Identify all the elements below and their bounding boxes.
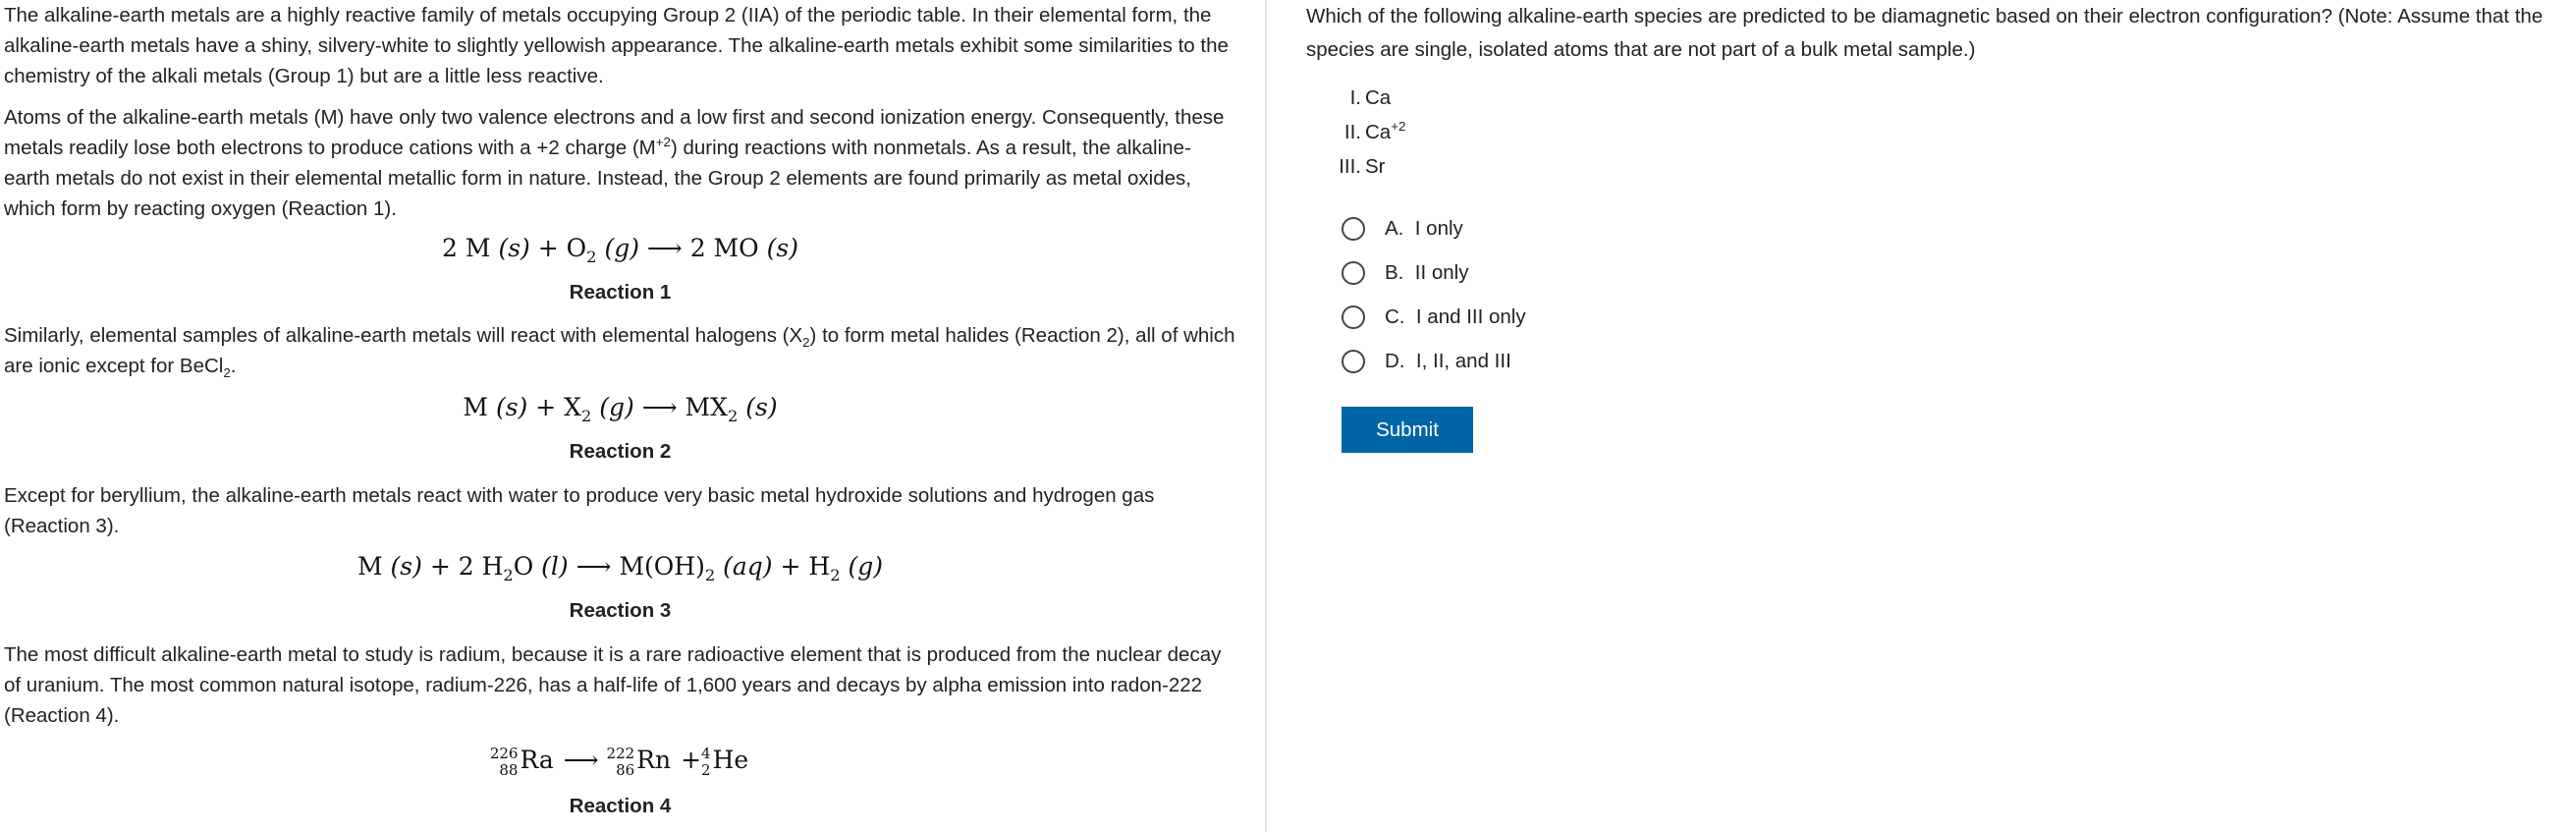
r3-state-3: (aq) [723, 552, 773, 581]
question-text: Which of the following alkaline-earth species are predicted to be diamagnetic based on their electron configuration? (Note: Assume that the species are single, isolated atoms that are not part of a bulk metal sample.) [1306, 5, 2544, 61]
r4-radon-mass: 222 [606, 744, 635, 762]
radio-button[interactable] [1342, 261, 1365, 285]
r3-state-1: (s) [390, 552, 422, 581]
r2-product-subscript: 2 [727, 407, 739, 425]
paragraph-3-text-a: Similarly, elemental samples of alkaline-earth metals will react with elemental halogens (X [4, 324, 803, 347]
choice-a[interactable] [1342, 206, 1526, 250]
statement-number: I. [1349, 86, 1361, 109]
statement-species: Sr [1365, 155, 1386, 178]
r1-state-2: (g) [604, 234, 639, 262]
passage-paragraph-2 [4, 102, 1236, 224]
r2-metal: M [463, 393, 489, 421]
statement-number: II. [1343, 121, 1361, 143]
statement-list [1334, 81, 1405, 184]
paragraph-3-text-c: . [230, 355, 237, 377]
reaction-3-equation [4, 549, 1236, 584]
reaction-2-equation [4, 390, 1236, 425]
r2-state-2: (g) [599, 393, 634, 421]
passage-panel [4, 0, 1236, 832]
submit-button[interactable]: Submit [1342, 407, 1473, 453]
choice-text: II only [1414, 260, 1469, 284]
r4-radium [490, 743, 554, 779]
choice-letter: A. [1385, 216, 1404, 240]
r4-radon-numbers [607, 746, 635, 779]
r3-metal: M [356, 552, 383, 581]
r4-radon [607, 743, 672, 779]
passage-paragraph-5: The most difficult alkaline-earth metal to study is radium, because it is a rare radioactive element that is produced from the nuclear decay of uranium. The most common natural isotope, radium-226, has a half-life of 1,600 years and decays by alpha emission into radon-222 (Reaction 4). [4, 643, 1222, 727]
paragraph-3-sub-1: 2 [802, 335, 810, 351]
statement-item [1334, 115, 1405, 149]
r4-helium-numbers [701, 746, 711, 779]
reaction-3-label: Reaction 3 [569, 599, 672, 622]
r4-helium-mass: 4 [701, 744, 711, 762]
r4-radon-symbol: Rn [636, 746, 672, 774]
r3-hydrogen-symbol: H [808, 552, 831, 581]
statement-number: III. [1339, 155, 1361, 178]
r3-state-4: (g) [848, 552, 884, 581]
statement-item [1334, 81, 1405, 115]
r4-radium-numbers [490, 746, 519, 779]
radio-button[interactable] [1342, 305, 1365, 329]
r1-oxygen-subscript: 2 [586, 248, 597, 266]
radio-button[interactable] [1342, 217, 1365, 241]
r4-radon-atomic-number: 86 [616, 760, 635, 779]
r4-helium-atomic-number: 2 [701, 760, 711, 779]
reaction-4-label: Reaction 4 [569, 795, 672, 817]
r3-hydroxide-symbol: M(OH) [619, 552, 705, 581]
choice-letter: B. [1385, 260, 1404, 284]
r3-hydroxide-subscript: 2 [704, 566, 716, 584]
answer-choices [1342, 206, 1526, 383]
r4-radium-symbol: Ra [520, 746, 554, 774]
reaction-1-label: Reaction 1 [569, 281, 672, 304]
reaction-1-equation [4, 231, 1236, 266]
passage-paragraph-1: The alkaline-earth metals are a highly reactive family of metals occupying Group 2 (IIA) of the periodic table. In their elemental form, the alkaline-earth metals have a shiny, silvery-white to slightly yellowish appearance. The alkaline-earth metals exhibit some similarities to the chemistry of the alkali metals (Group 1) but are a little less reactive. [4, 4, 1229, 87]
r4-radium-atomic-number: 88 [499, 760, 519, 779]
r1-oxygen-symbol: O [566, 234, 587, 262]
r2-product-symbol: MX [685, 393, 728, 421]
r3-water-o: O [513, 552, 534, 581]
r4-radium-mass: 226 [489, 744, 519, 762]
r3-state-2: (l) [541, 552, 569, 581]
r2-plus: + [535, 393, 557, 421]
r1-plus: + [537, 234, 559, 262]
choice-d[interactable] [1342, 339, 1526, 383]
choice-c[interactable] [1342, 295, 1526, 339]
r2-halogen-symbol: X [564, 393, 581, 421]
r1-state-1: (s) [498, 234, 530, 262]
statement-species: Ca [1365, 86, 1392, 109]
r4-helium-symbol: He [712, 746, 749, 774]
r2-state-1: (s) [495, 393, 528, 421]
paragraph-2-text-b: ) during reactions with nonmetals. As a result, the alkaline-earth metals do not exist in their elemental metallic form in nature. Instead, the Group 2 elements are found primarily as metal oxides, which form by reacting oxygen (Reaction 1). [4, 137, 1191, 220]
r3-hydrogen [808, 552, 841, 584]
radio-button[interactable] [1342, 350, 1365, 373]
choice-text: I and III only [1415, 305, 1526, 328]
r4-helium [701, 743, 748, 779]
paragraph-3-text-b: ) to form metal halides (Reaction 2), all of which are ionic except for BeCl [4, 324, 1235, 377]
r3-arrow: ⟶ [575, 552, 612, 581]
choice-b[interactable] [1342, 250, 1526, 295]
r3-plus-1: + [429, 552, 451, 581]
question-panel [1306, 0, 2563, 832]
r3-water-h: 2 H [458, 552, 504, 581]
r2-state-3: (s) [745, 393, 778, 421]
r2-arrow: ⟶ [641, 393, 678, 421]
paragraph-3-sub-2: 2 [223, 365, 231, 381]
choice-letter: D. [1385, 349, 1405, 372]
reaction-4-equation [4, 743, 1236, 779]
r4-arrow: ⟶ [563, 746, 599, 774]
r2-halogen [564, 393, 592, 425]
r1-metal: 2 M [442, 234, 491, 262]
choice-text: I only [1414, 216, 1463, 240]
choice-letter: C. [1385, 305, 1405, 328]
r3-hydrogen-subscript: 2 [830, 566, 841, 584]
choice-text: I, II, and III [1415, 349, 1511, 372]
r1-product: 2 MO [689, 234, 759, 262]
statement-species: Ca [1365, 121, 1392, 143]
paragraph-2-charge: +2 [655, 135, 671, 150]
r1-oxygen [566, 234, 597, 266]
r3-water-subscript: 2 [503, 566, 514, 584]
statement-item [1334, 149, 1405, 184]
r1-state-3: (s) [766, 234, 798, 262]
r3-plus-2: + [780, 552, 801, 581]
r1-arrow: ⟶ [646, 234, 683, 262]
r4-plus: + [681, 746, 702, 774]
statement-charge: +2 [1391, 119, 1406, 135]
panel-divider [1265, 0, 1267, 832]
r3-water [458, 552, 534, 584]
passage-paragraph-4: Except for beryllium, the alkaline-earth metals react with water to produce very basic metal hydroxide solutions and hydrogen gas (Reaction 3). [4, 484, 1155, 537]
r2-halogen-subscript: 2 [580, 407, 592, 425]
r2-product [685, 393, 739, 425]
paragraph-2-text-a: Atoms of the alkaline-earth metals (M) have only two valence electrons and a low first and second ionization energy. Consequently, these metals readily lose both electrons to produce cations with a +2 charge (M [4, 106, 1225, 159]
reaction-2-label: Reaction 2 [569, 440, 672, 463]
r3-hydroxide [619, 552, 716, 584]
passage-paragraph-3 [4, 320, 1236, 381]
